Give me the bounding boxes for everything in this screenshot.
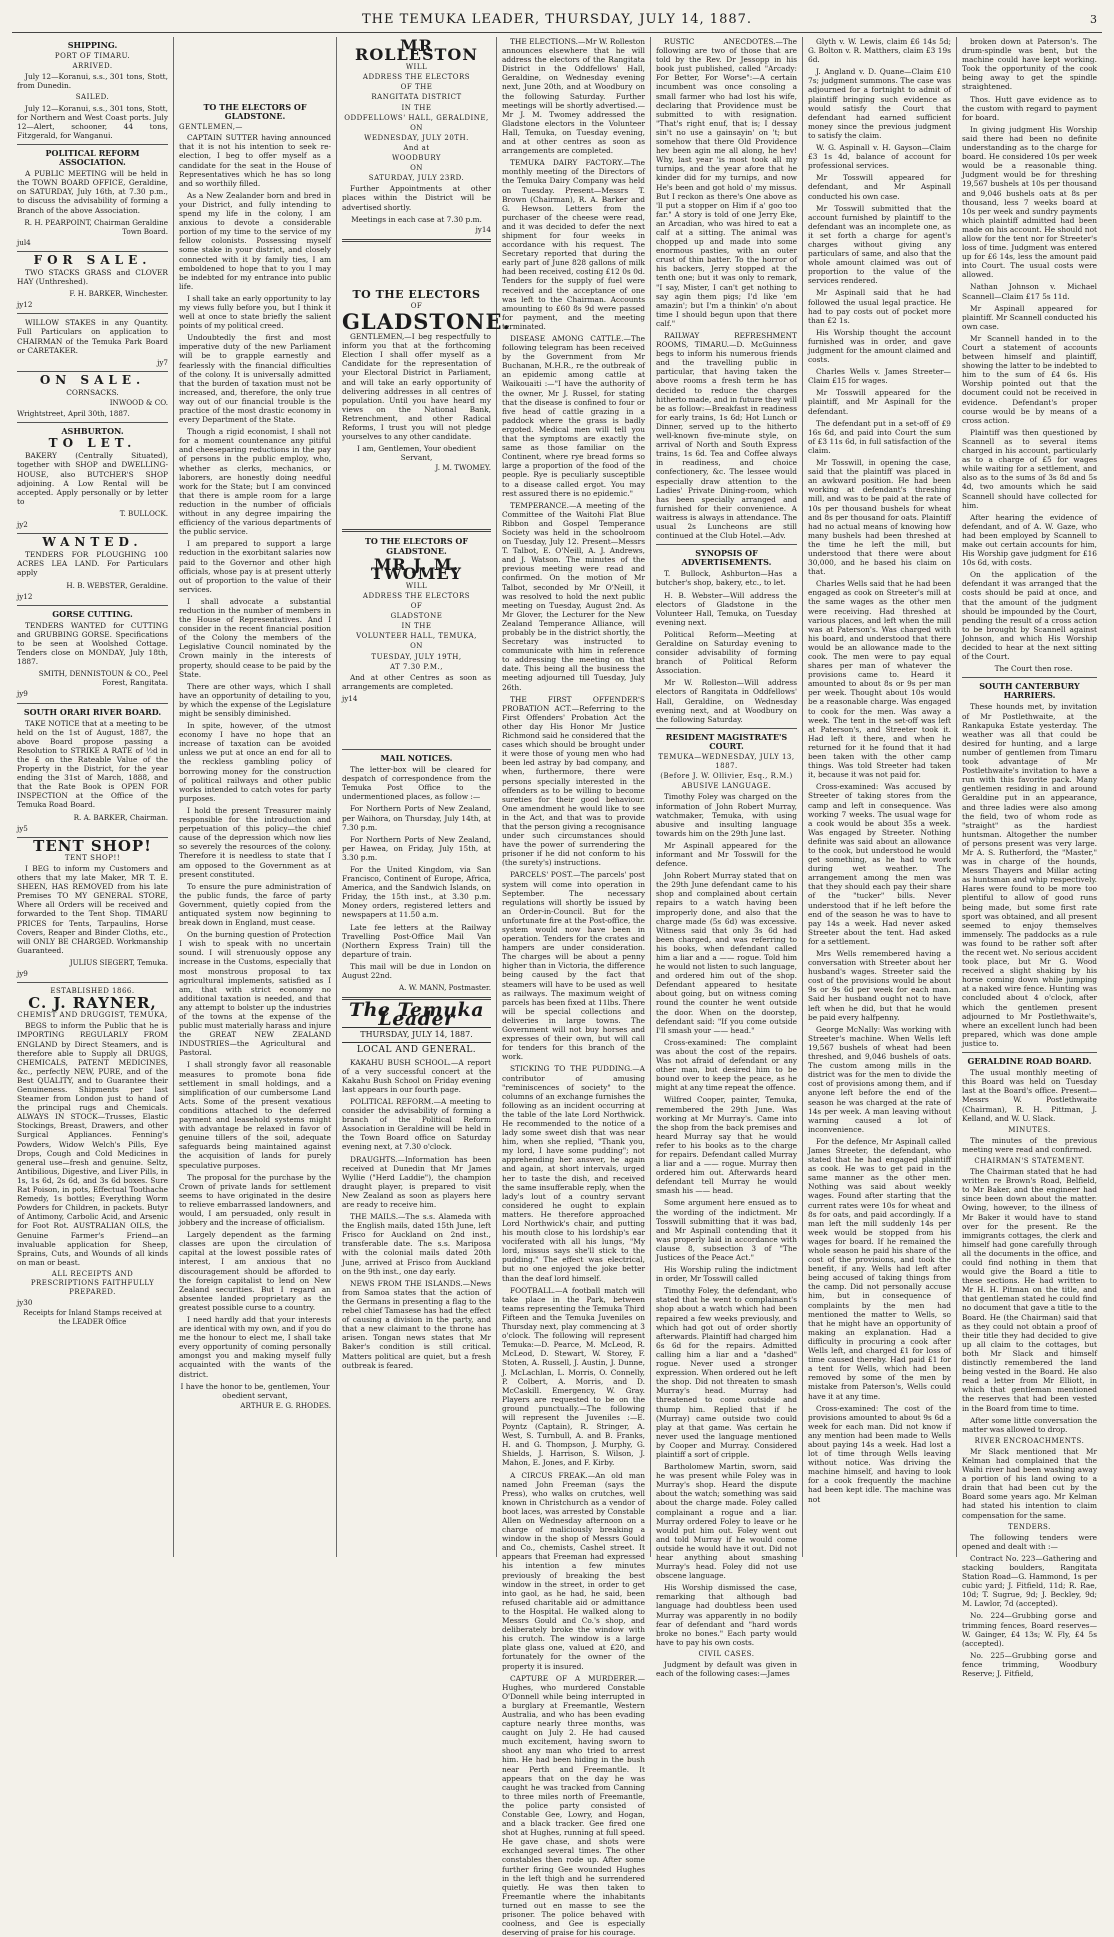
mail-signature: A. W. MANN, Postmaster. xyxy=(398,983,491,993)
court-para: The defendant put in a set-off of £9 16s 6d, and paid into Court the sum of £3 11s 6d, in full satisfaction of the claim. xyxy=(808,418,951,455)
rhodes-para: CAPTAIN SUTTER having announced that it is not his intention to seek re-election, I beg to offer myself as a candidate for the seat in the House of Representatives which he has so long and so worthily filled. xyxy=(179,133,331,188)
court-para: Mr Tosswill appeared for defendant, and Mr Aspinall conducted his own case. xyxy=(808,173,951,201)
rhodes-para: I hold the present Treasurer mainly responsible for the introduction and perpetuation of this policy—the chief cause of the depression which now lies so severely the resources of the colony. Therefore it is needless to state that I am opposed to the Government as at present constituted. xyxy=(179,805,331,879)
rolleston-date: WEDNESDAY, JULY 20TH. xyxy=(364,133,469,142)
dateline: THURSDAY, JULY 14, 1887. xyxy=(342,1027,491,1042)
willow-ref: jy7 xyxy=(157,357,168,367)
gladstone-title: GLADSTONE. xyxy=(342,308,511,334)
rolleston-further: Further Appointments at other places within the District will be advertised shortly. xyxy=(342,184,491,212)
harriers-para: These hounds met, by invitation of Mr Postlethwaite, at the Rankapuka Estate yesterday. The weather was all that could be desired for hunting, and a large number of gentlemen from Timaru took advantage of Mr Postlethwaite's invitation to have a run with this favorite pack. Many gentlemen residing in and around Geraldine put in an appearance, and three ladies were also among the field, two of whom rode as "straight" as the hardiest huntsman. Altogether the number of persons present was very large. Mr A. S. Rutherford, the "Master," was in charge of the hounds, Messrs Thayers and Millar acting as huntsman and whip respectively. Hares were found to be more too plentiful to allow of good runs being made, but some first rate sport was obtained, and all present seemed to enjoy themselves immensely. The paddocks as a rule was found to be rather soft after the recent wet. No serious accident took place, but Mr G. Wood received a slight shaking by his horse coming down while jumping at a naked wire fence. Hunting was concluded about 4 o'clock, after which the gentlemen present adjourned to Mr Postlethwaite's, where an excellent lunch had been prepared, which was done ample justice to. xyxy=(962,702,1097,1048)
rhodes-signature: ARTHUR E. G. RHODES. xyxy=(240,1400,331,1410)
column-5 xyxy=(651,37,803,1679)
rhodes-para: Though a rigid economist, I shall not for a moment countenance any pitiful and cheeseparing reductions in the pay of persons in the public employ, who, whether as clerks, mechanics, or laborers, are honestly doing needful work for the State; but I am convinced that there is ample room for a large reduction in the number of officials without in any degree impairing the efficiency of the various departments of the public service. xyxy=(179,427,331,537)
rhodes-para: I need hardly add that your interests are identical with my own, and if you do me the honour to elect me, I shall take every opportunity of coming personally amongst you and making myself fully acquainted with the wants of the district. xyxy=(179,1315,331,1379)
port-heading: PORT OF TIMARU. xyxy=(54,52,131,61)
civil-heading: CIVIL CASES. xyxy=(698,1649,755,1658)
court-para: J. Angland v. D. Quane—Claim £10 7s; judgment summons. The case was adjourned for a fortnight to admit of plaintiff bringing such evidence as would satisfy the Court that defendant had earned sufficient money since the previous judgment to satisfy the claim. xyxy=(808,67,951,140)
court-para: Timothy Foley was charged on the information of John Robert Murray, watchmaker, Temuka, with using abusive and insulting language towards him on the 29th June last. xyxy=(656,792,797,838)
page-number: 3 xyxy=(1090,12,1098,26)
rolleston-title: MR ROLLESTON xyxy=(355,36,478,65)
shipping-heading: SHIPPING. xyxy=(67,40,118,50)
tent-ref: jy9 xyxy=(17,968,28,978)
stamps-notice: Receipts for Inland Stamps received at the LEADER Office xyxy=(23,1309,162,1327)
news-para: FOOTBALL.—A football match will take place in the Park, between teams representing the Temuka Third Fifteen and the Temuka Juveniles on Thursday next, play commencing at 3 o'clock. The following will represent Temuka:—D. Pearce, M. McLeod, R. McLeod, D. Stewart, W. Storey, F. Stoten, A. Russell, J. Austin, J. Dunne, J. McLachlan, L. Morris, O. Connelly, P. Colbert, A. Morris, and D. McCaskill. Emergency, W. Gray. Players are requested to be on the ground punctually.—The following will represent the Juveniles :—E. Poyntz (Captain), R. Stringer, A. West, S. Turnbull, A. and B. Franks, H. and G. Thompson, J. Murphy, G. Shields, J. Harrison, S. Wilson, J. Mahon, E. Jones, and F. Kirby. xyxy=(502,1285,645,1468)
rolleston-meetings: Meetings in each case at 7.30 p.m. xyxy=(351,214,482,224)
rolleston-hall: ODDFELLOWS' HALL, GERALDINE, xyxy=(344,113,489,122)
columns xyxy=(12,36,1102,1937)
rhodes-para: I shall take an early opportunity to lay my views fully before you, but I think it well at once to state briefly the salient points of my political creed. xyxy=(179,293,331,331)
rhodes-para: As a New Zealander born and bred in your District, and fully intending to spend my life in the colony, I am anxious to devote a considerable portion of my time to the service of my fellow colonists. Possessing myself some stake in your district, and closely connected with it by family ties, I am emboldened to hope that to you I may be indebted for my entrance into public life. xyxy=(179,190,331,291)
court-para: Cross-examined: Was accused by Streeter of taking stores from the camp and left in consequence. Was working 7 weeks. The usual wage for a cook would be about 35s a week. Was engaged by Streeter. Nothing definite was said about an allowance to the cook, but understood he would get something, as he had to work during wet weather. The arrangement among the men was that they should each pay their share of the "tucker" bills. Never understood that if he left before the end of the season he was to have to pay 14s a week. Had never asked Streeter about the tent. Had asked for a settlement. xyxy=(808,782,951,946)
tolet-body: BAKERY (Centrally Situated), together with SHOP and DWELLING-HOUSE, also BUTCHER'S SHOP adjoining. A Low Rental will be accepted. Apply personally or by letter to xyxy=(17,451,168,506)
rhodes-heading: TO THE ELECTORS OF GLADSTONE. xyxy=(203,102,307,122)
minutes-para: The minutes of the previous meeting were read and confirmed. xyxy=(962,1135,1097,1154)
tenders-para: The following tenders were opened and dealt with :— xyxy=(962,1532,1097,1551)
tenders-para: No. 225—Grubbing gorse and fence trimming, Woodbury Reserve; J. Fitfield, xyxy=(962,1650,1097,1679)
court-para: Cross-examined: The cost of the provisions amounted to about 9s 6d a week for each man. Did not know if any mention had been made to Wells about paying 14s a week. Had lost a lot of time through Wells leaving without notice. Was driving the machine himself, and having to look for a cook frequently the machine had been kept idle. The machine was not xyxy=(808,1403,951,1504)
synopsis-para: Mr W. Rolleston—Will address electors of Rangitata in Oddfellows' Hall, Geraldine, on Wednesday evening next, and at Woodbury on the following Saturday. xyxy=(656,678,797,724)
river-para: Mr Slack mentioned that Mr Kelman had complained that the Waihi river had been washing away a portion of his land owing to a drain that had been cut by the Board some years ago. Mr Kelman had stated his intention to claim compensation for the same. xyxy=(962,1446,1097,1520)
rolleston-in: IN THE xyxy=(401,103,432,112)
court-para: His Worship thought the account furnished was in order, and gave judgment for the amount claimed and costs. xyxy=(808,327,951,365)
news-para: PARCELS' POST.—The parcels' post system will come into operation in September. The necessary regulations will shortly be issued by an Order-in-Council. But for the unfortunate fire at the Post-office, the system would now have been in operation. Tenders for the crates and hampers are under consideration. The charges will be about a penny higher than in Victoria, the difference being caused by the fact that steamers will have to be used as well as railways. The maximum weight of parcels has been fixed at 11lbs. There will be special collections and deliveries in large towns. The Government will not buy horses and expresses of their own, but will call for tenders for this branch of the work. xyxy=(502,870,645,1062)
gorse-ref: jy9 xyxy=(17,689,28,699)
news-para: TEMPERANCE.—A meeting of the Committee of the Waitohi Flat Blue Ribbon and Gospel Temperance Society was held in the schoolroom on Tuesday, July 12. Present—Messrs T. Talbot, E. O'Neill, A. J. Andrews, and J. Watson. The minutes of the previous meeting were read and confirmed. On the motion of Mr Talbot, seconded by Mr O'Neill, it was resolved to hold the next public meeting on Tuesday, August 2nd. As Mr Glover, the Lecturer for the New Zealand Temperance Alliance, will probably be in the district shortly, the Secretary was instructed to communicate with him in reference to addressing the meeting on that date. This being all the business the meeting adjourned till Tuesday, July 26th. xyxy=(502,500,645,692)
court-para: John Robert Murray stated that on the 29th June defendant came to his shop and complained about certain repairs to a watch having been improperly done, and also that the charge made (5s 6d) was excessive. Witness said that only 3s 6d had been charged, and was referring to his books, when defendant called him a liar and a —— rogue. Told him he would not listen to such language, and ordered him out of the shop. Defendant appeared to hesitate about going, but on witness coming round the counter he went outside the door. When on the doorstep, defendant said: "If you come outside I'll smash your —— head." xyxy=(656,871,797,1035)
tenders-para: No. 224—Grubbing gorse and trimming fences, Board reserves—W. Gainger, £4 13s; W. Fly, £4 5s (accepted). xyxy=(962,1611,1097,1648)
tolet-signature: T. BULLOCK. xyxy=(119,508,168,518)
court-para: Mr Scannell handed in to the Court a statement of accounts between himself and plaintiff, showing the latter to be indebted to him to the sum of £4 6s. His Worship pointed out that the document could not be received in evidence. Defendant's proper course would be by means of a cross action. xyxy=(962,333,1097,425)
wanted-body: TENDERS FOR PLOUGHING 100 ACRES LEA LAND. For Particulars apply xyxy=(17,550,168,578)
nameplate: The Temuka Leader xyxy=(348,999,485,1031)
news-para: DISEASE AMONG CATTLE.—The following telegram has been received by the Government from Mr Buchanan, M.H.R., re the outbreak of an epidemic among cattle at Waikouaiti :—"I have the authority of the owner, Mr J. Russel, for stating that the disease is confined to four or five head of cattle grazing in a paddock where the grass is badly ergoted. Medical men will tell you that the symptoms are exactly the same as those familiar on the Continent, where rye bread forms so large a proportion of the food of the people. Rye is peculiarly susceptible to a disease called ergot. You may rest assured there is no epidemic." xyxy=(502,334,645,498)
mrjm-of: OF xyxy=(410,602,423,611)
column-2 xyxy=(174,37,337,1557)
local-para: KAKAHU BUSH SCHOOL.—A report of a very successful concert at the Kakahu Bush School on Friday evening last appears in our fourth page. xyxy=(342,1057,491,1094)
court-para: Mr Tosswill, in opening the case, said that the plaintiff was placed in an awkward position. He had been working at defendant's threshing mill, and was to be paid at the rate of 10s per thousand bushels for wheat and 8s per thousand for oats. Plaintiff had no actual means of knowing how many bushels had been threshed at the time he left the mill, but understood that there were about 30,000, and he based his claim on that. xyxy=(808,458,951,577)
court-para: Mrs Wells remembered having a conversation with Streeter about her husband's wages. Streeter said the cost of the provisions would be about 9s or 9s 6d per week for each man. Said her husband ought not to have left when he did, but that he would be paid every halfpenny. xyxy=(808,949,951,1022)
news-para: TEMUKA DAIRY FACTORY.—The monthly meeting of the Directors of the Temuka Dairy Company was held on Tuesday. Present—Messrs T. Brown (Chairman), R. A. Barker and G. Hewson. Letters from the purchaser of the cheese were read, and it was decided to defer the next shipment for four weeks in accordance with his request. The Secretary reported that during the early part of June 828 gallons of milk had been received, costing £12 0s 0d. Tenders for the supply of fuel were received and the acceptance of one was left to the Chairman. Accounts amounting to £60 8s 9d were passed for payment, and the meeting terminated. xyxy=(502,158,645,331)
willow-body: WILLOW STAKES in any Quantity. Full Particulars on application to CHAIRMAN of the Temuka Park Board or CARETAKER. xyxy=(17,318,168,355)
rolleston-district: RANGITATA DISTRICT xyxy=(371,93,462,102)
forsale-ref: jy12 xyxy=(17,300,33,310)
synopsis-para: Political Reform—Meeting at Geraldine on Saturday evening to consider advisability of forming branch of Political Reform Association. xyxy=(656,629,797,676)
tent-signature: JULIUS SIEGERT, Temuka. xyxy=(69,957,168,967)
electors2-heading: TO THE ELECTORS OF GLADSTONE. xyxy=(364,536,469,556)
onsale-ref: Wrightstreet, April 30th, 1887. xyxy=(17,409,130,419)
mrjm-address: ADDRESS THE ELECTORS xyxy=(362,591,471,600)
reform-signature: R. H. PEARPOINT, Chairman Geraldine Town Board. xyxy=(24,217,168,236)
rhodes-para: The proposal for the purchase by the Crown of private lands for settlement seems to have originated in the desire to relieve embarrassed landowners, and would, I am persuaded, only result in jobbery and the increase of officialism. xyxy=(179,1172,331,1228)
rhodes-para: I am prepared to support a large reduction in the exorbitant salaries now paid to the Governor and other high officials, whose pay is at present utterly out of proportion to the value of their services. xyxy=(179,539,331,594)
rhodes-para: In spite, however, of the utmost economy I have no hope that an increase of taxation can be avoided unless we put at once an end for all to the reckless gambling policy of borrowing money for the construction of political railways and other public works intended to catch votes for party purposes. xyxy=(179,721,331,803)
established: ESTABLISHED 1866. xyxy=(50,987,135,996)
court-para: Mr Aspinall said that he had followed the usual legal practice. He had to pay costs out of pocket more than £2 1s. xyxy=(808,288,951,325)
wanted-title: WANTED. xyxy=(42,535,143,550)
court-para: Cross-examined: The complaint was about the cost of the repairs. Was not afraid of defendant or any other man, but desired him to be bound over to keep the peace, as he might at any time repeat the offence. xyxy=(656,1037,797,1093)
rayner-body: BEGS to inform the Public that he is IMPORTING REGULARLY FROM ENGLAND by Direct Steamers, and is therefore able to Supply all DRUGS, CHEMICALS, PATENT MEDICINES, &c., perfectly NEW, PURE, and of the Best QUALITY, and to Guarantee their Genuineness. Shipments per last Steamer from London just to hand of the principal rugs and Chemicals. ALWAYS IN STOCK—Trusses, Elastic Stockings, Breast, Drawers, and other Surgical Appliances. Fenning's Powders, Widow Welch's Pills, Eye Drops, Cough and Cold Medicines in general use—fresh and genuine. Seltz, Antibilious, Digestive, and Liver Pills, in 1s, 1s 6d, 2s 6d, and 3s 6d boxes. Sure Rat Poison, in pots, Effectual Toothache Remedy, 1s bottles; Everything Worm Powders for Children, in packets. Butyr of Antimony, Carbolic Acid, and Arsenic for Foot Rot. AUSTRALIAN OILS, the Genuine Farmer's Friend—an invaluable application for Sheep, Sprains, Cuts, and Wounds of all kinds on man or beast. xyxy=(17,1021,168,1267)
tent-subtitle: TENT SHOP!! xyxy=(64,853,121,862)
rayner-ref: jy30 xyxy=(17,1298,33,1308)
geraldine-heading: GERALDINE ROAD BOARD. xyxy=(967,1056,1092,1067)
local-para: POLITICAL REFORM.—A meeting to consider the advisability of forming a branch of the Political Reform Association in Geraldine will be held in the Town Board office on Saturday evening next, at 7.30 o'clock. xyxy=(342,1096,491,1152)
masthead-title: THE TEMUKA LEADER, THURSDAY, JULY 14, 1887. xyxy=(361,11,753,27)
court-para: Bartholomew Martin, sworn, said he was present while Foley was in Murray's shop. Heard the dispute about the watch; something was said about the charge made. Foley called complainant a rogue and a liar. Murray ordered Foley to leave or he would put him out. Foley went out and told Murray if he would come outside he would have it out. Did not hear anything about smashing Murray's head. Foley did not use obscene language. xyxy=(656,1462,797,1581)
rhodes-para: There are other ways, which I shall have an opportunity of detailing to you, by which the expense of the Legislature might be sensibly diminished. xyxy=(179,681,331,718)
reform-ref: jul4 xyxy=(17,237,31,247)
local-heading: LOCAL AND GENERAL. xyxy=(356,1044,477,1055)
forsale-title: FOR SALE. xyxy=(33,252,152,267)
mrjm-gladstone: GLADSTONE xyxy=(390,612,443,621)
arrived-text: July 12—Koranui, s.s., 301 tons, Stott, from Dunedin. xyxy=(17,72,168,91)
court-para: Thos. Hutt gave evidence as to the custom with regard to payment for board. xyxy=(962,94,1097,122)
court-para: On the application of the defendant it was arranged that the costs should be paid at once, and that the amount of the judgment should be impounded by the Court, pending the result of a cross action to be brought by Scannell against Johnson, and which His Worship decided to hear at the next sitting of the Court. xyxy=(962,570,1097,662)
news-para: CAPTURE OF A MURDERER.—Hughes, who murdered Constable O'Donnell while being interrupted in a burglary at Freemantle, Western Australia, and who has been evading capture nearly three months, was caught on July 2. He had caused much excitement, having sworn to shoot any man who tried to arrest him. He had been hiding in the bush near Perth and Freemantle. It appears that on the day he was caught he was tracked from Canning to three miles north of Freemantle, the police party consisted of Constable Gee, Lowry, and Hogan, and a black tracker. Gee fired one shot at Hughes, running at full speed. He gave chase, and shots were exchanged several times. The other constables then rode up. After some further firing Gee wounded Hughes in the left thigh and he surrendered quietly. He was then taken to Freemantle where the inhabitants turned out en masse to see the prisoner. The police behaved with coolness, and Gee is especially deserving of praise for his courage. xyxy=(502,1673,645,1937)
mail-para: For the United Kingdom, via San Francisco, Continent of Europe, Africa, America, and the Sandwich Islands, on Friday, the 15th inst., at 3.30 p.m. Money orders, registered letters and newspapers at 11.50 a.m. xyxy=(342,865,491,920)
rhodes-para: Largely dependent as the farming classes are upon the circulation of capital at the lowest possible rates of interest, I am anxious that no discouragement should be afforded to the foreign capitalist to lend on New Zealand securities. But I regard an absentee landed proprietary as the greatest possible curse to a country. xyxy=(179,1230,331,1312)
twomey-electors: TO THE ELECTORS xyxy=(352,287,481,301)
twomey-close: I am, Gentlemen, Your obedient Servant, xyxy=(356,444,477,463)
court-subheading: TEMUKA—WEDNESDAY, JULY 13, 1887. xyxy=(658,753,795,771)
tent-body: I BEG to inform my Customers and others that my late Maker, MR T. E. SHEEN, HAS REMOVED from his late Premises TO MY GENERAL STORE, Where all Orders will be received and forwarded to the Tent Shop. TIMARU PRICES for Tents, Tarpaulins, Horse Covers, Reaper and Binder Cloths, etc., will ONLY BE CHARGED. Workmanship Guaranteed. xyxy=(17,863,168,955)
mail-para: This mail will be due in London on August 22nd. xyxy=(342,961,491,981)
rolleston-address: ADDRESS THE ELECTORS xyxy=(362,73,471,82)
tolet-ref: jy2 xyxy=(17,520,28,530)
rolleston-will: WILL xyxy=(405,63,428,72)
synopsis-para: T. Bullock, Ashburton—Has a butcher's shop, bakery, etc., to let. xyxy=(656,569,797,588)
court-para: Nathan Johnson v. Michael Scannell—Claim £17 5s 11d. xyxy=(962,282,1097,301)
column-3 xyxy=(337,36,511,1557)
wanted-signature: H. B. WEBSTER, Geraldine. xyxy=(66,580,168,590)
news-para: STICKING TO THE PUDDING.—A contributor of amusing "reminiscences of society" to the columns of an exchange furnishes the following as an incident occurring at the table of the late Lord Northwick. He recommended to the notice of a lady some sweet dish that was near him, when she replied, "Thank you, my lord, I have some pudding"; not apprehending her answer, he again and again, at short intervals, urged her to taste the dish, and received the same insufferable reply, when the lady's lout of a country servant considered he ought to explain matters. He therefore approached Lord Northwick's chair, and putting his mouth close to his lordship's ear vociferated with all his lungs, "My lord, missus says she'll stick to the pudding." The effect was electrical, but no one enjoyed the joke better than the deaf lord himself. xyxy=(502,1064,645,1283)
rhodes-salutation: GENTLEMEN,— xyxy=(179,123,243,132)
rhodes-para: I shall advocate a substantial reduction in the number of members in the House of Representatives. And I consider in the recent financial position of the Colony the members of the Legislative Council nominated by the Crown mainly in the interests of property, should cease to be paid by the State. xyxy=(179,596,331,679)
court-before: (Before J. W. Ollivier, Esq., R.M.) xyxy=(660,772,793,781)
rhodes-para: Undoubtedly the first and most imperative duty of the new Parliament will be to grapple earnestly and fearlessly with the financial difficulties of the colony. It is universally admitted that the burden of taxation must not be increased, and, therefore, the only true way out of our financial trouble is the practice of the most drastic economy in every Department of the State. xyxy=(179,333,331,425)
onsale-title: ON SALE. xyxy=(39,372,146,387)
court-abusive: ABUSIVE LANGUAGE. xyxy=(681,782,772,791)
news-para: A CIRCUS FREAK.—An old man named John Freeman (says the Press), who walks on crutches, well known in Christchurch as a vendor of boot laces, was arrested by Constable Allen on Wednesday afternoon on a charge of maliciously breaking a window in the shop of Messrs Gould and Co., chemists, Cashel street. It appears that Freeman had expressed his intention a few minutes previously of breaking the best window in the street, in order to get into gaol, as he had, he said, been refused charitable aid or admittance to the Hospital. He walked along to Messrs Gould and Co.'s shop, and deliberately broke the window with his crutch. The window is a large plate glass one, valued at £20, and fortunately for the owner of the property it is insured. xyxy=(502,1470,645,1671)
rolleston-on2: ON xyxy=(410,164,423,173)
mrjm-time: AT 7.30 P.M., xyxy=(389,662,443,671)
mail-heading: MAIL NOTICES. xyxy=(380,752,453,763)
rolleston-ref: jy14 xyxy=(475,224,491,234)
rolleston-and-at: And at xyxy=(403,143,430,152)
tent-title: TENT SHOP! xyxy=(33,836,152,855)
court-para: Mr Tosswill appeared for the plaintiff, and Mr Aspinall for the defendant. xyxy=(808,388,951,416)
mrjm-ref: jy14 xyxy=(342,693,358,703)
court-para: Some argument here ensued as to the wording of the indictment. Mr Tosswill submitting that it was bad, and Mr Aspinall contending that it was properly laid in accordance with clause 8, subsection 3 of "The Justices of the Peace Act." xyxy=(656,1198,797,1262)
reform-heading: POLITICAL REFORM ASSOCIATION. xyxy=(45,147,140,168)
column-7 xyxy=(957,37,1102,1679)
gorse-heading: GORSE CUTTING. xyxy=(52,608,133,619)
mail-para: The letter-box will be cleared for despatch of correspondence from the Temuka Post Office to the undermentioned places, as follow :— xyxy=(342,765,491,802)
rhodes-para: On the burning question of Protection I wish to speak with no uncertain sound. I will strenuously oppose any increase in the Customs, especially that most monstrous proposal to tax agricultural implements, satisfied as I am, that with strict economy no additional taxation is needed, and that any attempt to bolster up the industries of the towns at the expense of the public must materially harass and injure the GREAT NEW ZEALAND INDUSTRIES—the Agricultural and Pastoral. xyxy=(179,930,331,1058)
arrived-label: ARRIVED. xyxy=(72,62,113,71)
tenders-para: Contract No. 223—Gathering and stacking boulders, Rangitata Station Road—G. Hammond, 1s per cubic yard; J. Fitfield, 11d; R. Rae, 10d; T. Sugrue, 9d; J. Beckley, 9d; M. Lawlor, 7d (accepted). xyxy=(962,1553,1097,1609)
column-6 xyxy=(803,37,957,1557)
mail-para: Late fee letters at the Railway Travelling Post-Office Mail Van (Northern Express Train) till the departure of train. xyxy=(342,922,491,959)
local-para: THE MAILS.—The s.s. Alameda with the English mails, dated 15th June, left Frisco for Auckland on 2nd inst., transferable date. The s.s. Mariposa with the colonial mails dated 20th June, arrived at Frisco from Auckland on the 9th inst., one day early. xyxy=(342,1212,491,1276)
rolleston-date2: SATURDAY, JULY 23RD. xyxy=(368,174,465,183)
court-para: W. G. Aspinall v. H. Gayson—Claim £3 1s 4d, balance of account for professional services. xyxy=(808,143,951,171)
chairman-para: The Chairman stated that he had written re Brown's Road, Belfield, to Mr Baker, and the engineer had since been down about the matter. Owing, however, to the illness of Mr Baker it would have to stand over for the present. Re the immigrants cottages, the clerk and himself had gone carefully through all the documents in the office, and could find nothing in them that would give the Board a title to these sections. He had written to Mr H. H. Pitman on the title, and that gentleman stated he could find no document that gave a title to the Board. He (the Chairman) said that as they could not obtain a proof of their title they had decided to give up all claim to the cottages, but both Mr Slack and himself distinctly remembered the land being vested in the Board. He also read a letter from Mr Elliott, in which that gentleman mentioned the reserves that had been vested in the Board from time to time. xyxy=(962,1167,1097,1413)
gorse-signature: SMITH, DENNISTOUN & CO., Peel Forest, Rangitata. xyxy=(38,669,168,688)
news-para: RAILWAY REFRESHMENT ROOMS, TIMARU.—D. McGuinness begs to inform his numerous friends and the travelling public in particular, that having taken the above rooms a fresh term he has decided to reduce the charges hitherto made, and in future they will be as follow:—Breakfast in readiness for early trains, 1s 6d; Hot Lunch or Dinner, served up to the hitherto well-known five-minute style, on arrival of North and South Express trains, 1s 6d. Tea and Coffee always in readiness, and choice confectionery, &c. The lessee would especially draw attention to the Ladies' Private Dining-room, which has been specially arranged and furnished for their convenience. A waitress is always in attendance. The usual 2s Luncheons are still continued at the Club Hotel.—Adv. xyxy=(656,331,797,541)
mrjm-date: TUESDAY, JULY 19TH, xyxy=(371,652,462,661)
news-para: THE FIRST OFFENDER'S PROBATION ACT.—Referring to the First Offenders' Probation Act the other day His Honor Mr Justice Richmond said he considered that the cases which should be brought under it were those of young men who had been led astray by bad company, and when, furthermore, there were persons specially interested in the offenders as to be willing to become sureties for their good behaviour. One amendment he would like to see in the Act, and that was to provide that the person giving a recognisance under such circumstances should have the power of surrendering the prisoner if he did not conform to his (the surety's) instructions. xyxy=(502,694,645,868)
news-para: RUSTIC ANECDOTES.—The following are two of those that are told by the Rev. Dr Jessopp in his book just published, called "Arcady: For Better, For Worse":—A certain incumbent was once consoling a small farmer who had lost his wife, declaring that Providence must be submitted to with resignation. "That's right enuf, that is; I dessay sin't no use a gainsayin' on 't; but somehow that there Old Providence hev been agin me all along, he hev! Why, last year 'is most took all my turnips, and the year afore that he kinder did for my turnips, and now He's been and got hold o' my missus. But I reckon as there's One above as 'll put a stopper on Him if a' goo too far." A story is told of one Jerry Eke, an Arcadian, who was hired to eat a calf at a sitting. The animal was chopped up and made into some enormous pasties, with an outer crust of thin batter. To the horror of his backers, Jerry stopped at the tenth one; but it was only to remark, "I say, Mister, I can't get nothing to say agin them pigs; I'd like 'em amazin'; but I'm a thinkin' o'n about time I should begun upon that there calf." xyxy=(656,37,797,328)
twomey-of: OF xyxy=(410,301,423,310)
court-para: Glyth v. W. Lewis, claim £6 14s 5d; G. Bolton v. R. Matthers, claim £3 19s 6d. xyxy=(808,37,951,65)
reform-body: A PUBLIC MEETING will be held in the TOWN BOARD OFFICE, Geraldine, on SATURDAY, July 16th, at 7.30 p.m., to discuss the advisability of forming a Branch of the above Association. xyxy=(17,169,168,215)
court-para: Timothy Foley, the defendant, who stated that he went to complainant's shop about a watch which had been repaired a few weeks previously, and which had got out of order shortly afterwards. Plaintiff had charged him 6s 6d for the repairs. Admitted calling him a liar and a "dashed" rogue. Never used a stronger expression. When ordered out he left the shop. Did not threaten to smash Murray's head. Murray had threatened to come outside and thump him. Replied that if he (Murray) came outside two could play at that game. Was certain he never used the language mentioned by Cooper and Murray. Considered plaintiff a sort of cripple. xyxy=(656,1286,797,1459)
forsale-body: TWO STACKS GRASS and CLOVER HAY (Unthreshed). xyxy=(17,267,168,287)
mail-para: For Northern Ports of New Zealand, per Hawea, on Friday, July 15th, at 3.30 p.m. xyxy=(342,834,491,862)
harriers-heading: SOUTH CANTERBURY HARRIERS. xyxy=(979,681,1080,701)
court-para: His Worship dismissed the case, remarking that although bad language had doubtless been used Murray was apparently in no bodily fear of defendant and "hard words broke no bones." Each party would have to pay his own costs. xyxy=(656,1583,797,1647)
sailed-label: SAILED. xyxy=(75,93,110,102)
twomey-signature: J. M. TWOMEY. xyxy=(435,463,491,473)
orari-ref: jy5 xyxy=(17,823,28,833)
local-para: DRAUGHTS.—Information has been received at Dunedin that Mr James Wyllie ("Herd Laddie"), the champion draught player, is prepared to visit New Zealand as soon as players here are ready to receive him. xyxy=(342,1154,491,1209)
court-para: Charles Wells v. James Streeter—Claim £15 for wages. xyxy=(808,367,951,386)
orari-body: TAKE NOTICE that at a meeting to be held on the 1st of August, 1887, the above Board propose passing a Resolution to STRIKE A RATE of ½d in the £ on the Rateable Value of the Property in the District, for the year ending the 31st of March, 1888, and that the Rate Book is OPEN FOR INSPECTION at the Office of the Temuka Road Board. xyxy=(17,718,168,810)
court-para: Mr Aspinall appeared for plaintiff. Mr Scannell conducted his own case. xyxy=(962,303,1097,331)
chairman-heading: CHAIRMAN'S STATEMENT. xyxy=(974,1156,1085,1165)
wanted-ref: jy12 xyxy=(17,591,33,601)
court-para: Mr Aspinall appeared for the informant and Mr Tosswill for the defence. xyxy=(656,840,797,869)
mrjm-other: And at other Centres as soon as arrangements are completed. xyxy=(342,672,491,691)
court-para: broken down at Paterson's. The drum-spindle was bent, but the machine could have kept working. Took the opportunity of the cook being away to get the spindle straightened. xyxy=(962,37,1097,92)
onsale-signature: INWOOD & CO. xyxy=(109,398,168,407)
rolleston-woodbury: WOODBURY xyxy=(391,154,441,163)
mrjm-hall: VOLUNTEER HALL, TEMUKA, xyxy=(356,632,477,641)
court-heading: RESIDENT MAGISTRATE'S COURT. xyxy=(665,731,788,751)
onsale-body: CORNSACKS. xyxy=(66,387,119,397)
sailed-text: July 12—Koranui, s.s., 301 tons, Stott, for Northern and West Coast ports. July 12—Alert, schooner, 44 tons, Fitzgerald, for Wanganui. xyxy=(17,103,168,140)
court-para: Plaintiff was then questioned by Scannell as to several items charged in his account, particularly as to a charge of £5 for wages while waiting for a settlement, and also as to the sums of 3s 8d and 5s 4d, two amounts which he said Scannell should have collected for him. xyxy=(962,427,1097,510)
synopsis-para: H. B. Webster—Will address the electors of Gladstone in the Volunteer Hall, Temuka, on Tuesday evening next. xyxy=(656,590,797,627)
mrjm-on: ON xyxy=(410,642,423,651)
chairman-para2: After some little conversation the matter was allowed to drop. xyxy=(962,1415,1097,1434)
rayner-title: C. J. RAYNER, xyxy=(28,994,157,1013)
minutes-heading: MINUTES. xyxy=(1008,1125,1051,1134)
masthead xyxy=(12,6,1102,33)
column-4 xyxy=(497,37,651,1937)
rolleston-of: OF THE xyxy=(400,83,433,92)
orari-heading: SOUTH ORARI RIVER BOARD. xyxy=(23,706,162,717)
rayner-footer: ALL RECEIPTS AND PRESCRIPTIONS FAITHFULLY PREPARED. xyxy=(30,1269,155,1297)
tenders-heading: TENDERS. xyxy=(1008,1522,1051,1531)
rhodes-close: I have the honor to be, gentlemen, Your obedient servant, xyxy=(180,1381,330,1400)
mrjm-will: WILL xyxy=(405,581,428,590)
rayner-subtitle: CHEMIST AND DRUGGIST, TEMUKA, xyxy=(17,1011,168,1020)
local-para: NEWS FROM THE ISLANDS.—News from Samoa states that the action of the Germans in presenting a flag to the rebel chief Tamasese has had the effect of causing a division in the party, and that a new claimant to the throne has arisen. Tongan news states that Mr Baker's condition is still critical. Matters political are quiet, but a fresh outbreak is feared. xyxy=(342,1278,491,1370)
orari-signature: R. A. BARKER, Chairman. xyxy=(73,812,168,822)
court-para: After hearing the evidence of defendant, and of A. W. Gaze, who had been employed by Scannell to make out certain accounts for him, His Worship gave judgment for £16 10s 6d, with costs. xyxy=(962,512,1097,568)
court-para: George McNally: Was working with Streeter's machine. When Wells left 19,567 bushels of wheat had been threshed, and 9,046 bushels of oats. The custom among mills in the district was for the men to divide the cost of provisions among them, and if anyone left before the end of the season he was charged at the rate of 14s per week. A man leaving without warning caused a lot of inconvenience. xyxy=(808,1024,951,1134)
twomey-body: GENTLEMEN,—I beg respectfully to inform you that at the forthcoming Election I shall offer myself as a Candidate for the representation of your Electoral District in Parliament, and will take an early opportunity of delivering addresses in all centres of population. Until you have heard my views on the National Bank, Retrenchment, and other Radical Reforms, I trust you will not pledge yourselves to any other candidate. xyxy=(342,332,491,442)
court-para: For the defence, Mr Aspinall called James Streeter, the defendant, who stated that he had engaged plaintiff as cook. He was to get paid in the same manner as the other men. Nothing was said about weekly wages. Found after starting that the current rates were 10s for wheat and 8s for oats, and paid accordingly. If a man left the mill suddenly 14s per week would be stopped from his wages for board. If he remained the whole season he paid his share of the cost of the provisions, and took the benefit, if any. Wells had left after being accused of taking things from the camp. Did not personally accuse him, but in consequence of complaints by the men had mentioned the matter to Wells, so that he might have an opportunity of making an explanation. Had a difficulty in procuring a cook after Wells left, and charged £1 for loss of time caused thereby. Had paid £1 for a tent for Wells, which had been removed by some of the men by mistake from Paterson's, Wells could have it at any time. xyxy=(808,1136,951,1401)
court-para: Charles Wells said that he had been engaged as cook on Streeter's mill at the same wages as the other men were receiving. Had threshed at various places, and left when the mill was at Paterson's. Was charged with his board, and understood that there would be an allowance made to the cook. The men were to pay equal shares per man of whatever the provisions came to. Heard it amounted to about 8s or 9s per man per week. Thought about 10s would be a reasonable charge. Was engaged to cook for the men. Was away a week. The tent in the set-off was left at Paterson's, and Streeter took it. Had left it there, and when he returned for it he found that it had been taken with the other camp things. Was told Streeter had taken it, because it was not paid for. xyxy=(808,579,951,780)
gorse-body: TENDERS WANTED for CUTTING and GRUBBING GORSE. Specifications to be seen at Woolshed Cottage. Tenders close on MONDAY, July 18th, 1887. xyxy=(17,620,168,667)
rhodes-para: To ensure the pure administration of the public funds, the farce of party Government, quietly copied from the antiquated system now beginning to break down in England, must cease. xyxy=(179,881,331,928)
mrjm-title: MR J. M. TWOMEY xyxy=(370,554,463,583)
court-para: Wilfred Cooper, painter, Temuka, remembered the 29th June. Was working at Mr Murray's. Came into the shop from the back premises and heard Murray say that he would refer to his books as to the charge for repairs. Defendant called Murray a liar and a —— rogue. Murray then ordered him out. Afterwards heard defendant tell Murray he would smash his —— head. xyxy=(656,1095,797,1196)
court-para: In giving judgment His Worship said there had been no definite understanding as to the charge for board. He considered 10s per week would be a reasonable thing. Judgment would be for threshing 19,567 bushels at 10s per thousand and 9,046 bushels oats at 8s per thousand, less 7 weeks board at 10s per week and sundry payments which plaintiff admitted had been made on his account. He should not allow for the tent nor for Streeter's loss of time. Judgment was entered up for £6 14s, less the amount paid into Court. The usual costs were allowed. xyxy=(962,124,1097,280)
mrjm-in: IN THE xyxy=(401,622,432,631)
mail-para: For Northern Ports of New Zealand, per Waihora, on Thursday, July 14th, at 7.30 p.m. xyxy=(342,804,491,832)
ashburton-heading: ASHBURTON. xyxy=(61,426,124,437)
synopsis-heading: SYNOPSIS OF ADVERTISEMENTS. xyxy=(681,548,772,568)
rolleston-on: ON xyxy=(410,123,423,132)
court-para: The Court then rose. xyxy=(994,664,1073,674)
tolet-title: TO LET. xyxy=(48,436,137,451)
river-heading: RIVER ENCROACHMENTS. xyxy=(974,1436,1085,1445)
court-para: His Worship ruling the indictment in order, Mr Tosswill called xyxy=(656,1265,797,1284)
forsale-signature: F. H. BARKER, Winchester. xyxy=(69,289,168,299)
court-para: Mr Tosswill submitted that the account furnished by plaintiff to the defendant was an incomplete one, as it set forth a charge for agent's charges without giving any particulars of same, and also that the whole amount claimed was out of proportion to the value of the services rendered. xyxy=(808,203,951,286)
news-para: THE ELECTIONS.—Mr W. Rolleston announces elsewhere that he will address the electors of the Rangitata District in the Oddfellows' Hall, Geraldine, on Wednesday evening next, June 20th, and at Woodbury on the following Saturday. Further meetings will be shortly advertised.—Mr J. M. Twomey addressed the Gladstone electors in the Volunteer Hall, Temuka, on Tuesday evening, and at other centres as soon as arrangements are completed. xyxy=(502,37,645,156)
column-1 xyxy=(12,37,174,1557)
geraldine-para: The usual monthly meeting of this Board was held on Tuesday last at the Board's office. Present—Messrs W. Postlethwaite (Chairman), R. H. Pittman, J. Kelland, and W. U. Slack. xyxy=(962,1068,1097,1123)
rhodes-para: I shall strongly favor all reasonable measures to promote bona fide settlement in small holdings, and a simplification of our cumbersome Land Acts. Some of the present vexatious conditions attached to the deferred payment and leasehold systems might with advantage be relaxed in favor of genuine tillers of the soil, adequate safeguards being maintained against the acquisition of lands for purely speculative purposes. xyxy=(179,1060,331,1170)
civil-para: Judgment by default was given in each of the following cases:—James xyxy=(656,1660,797,1679)
